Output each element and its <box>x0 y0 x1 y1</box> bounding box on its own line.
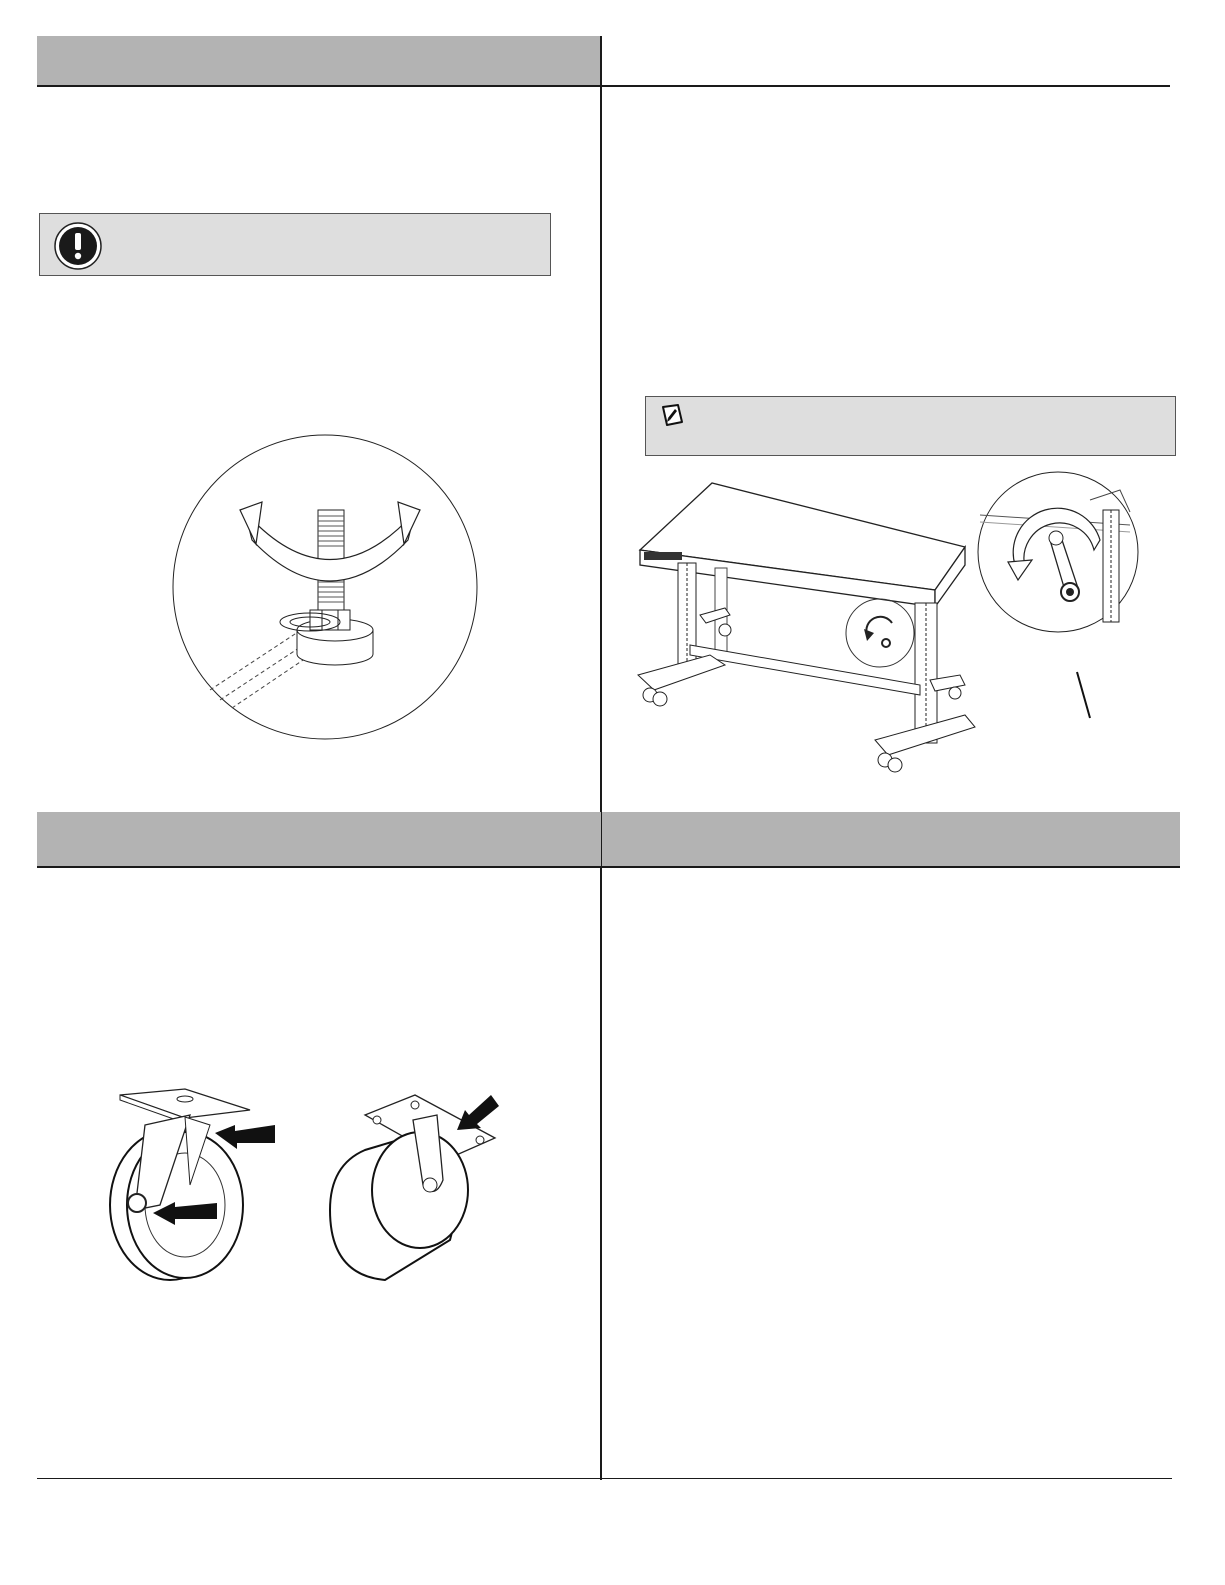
workbench-illustration <box>630 475 980 780</box>
swivel-caster-illustration <box>75 1085 290 1285</box>
header-rule-top <box>37 85 1170 87</box>
note-icon <box>660 403 686 429</box>
crank-detail-illustration <box>970 470 1150 720</box>
header-rule-bottom <box>37 866 1180 868</box>
note-callout <box>645 396 1176 456</box>
exclamation-icon <box>54 222 102 270</box>
column-divider <box>600 36 602 1480</box>
section-header-bottom-right <box>602 812 1180 867</box>
leveling-foot-illustration <box>170 432 480 742</box>
footer-rule <box>37 1478 1172 1479</box>
warning-callout <box>39 213 551 276</box>
rigid-caster-illustration <box>325 1090 505 1285</box>
section-header-top-left <box>37 36 601 86</box>
section-header-bottom-left <box>37 812 601 867</box>
